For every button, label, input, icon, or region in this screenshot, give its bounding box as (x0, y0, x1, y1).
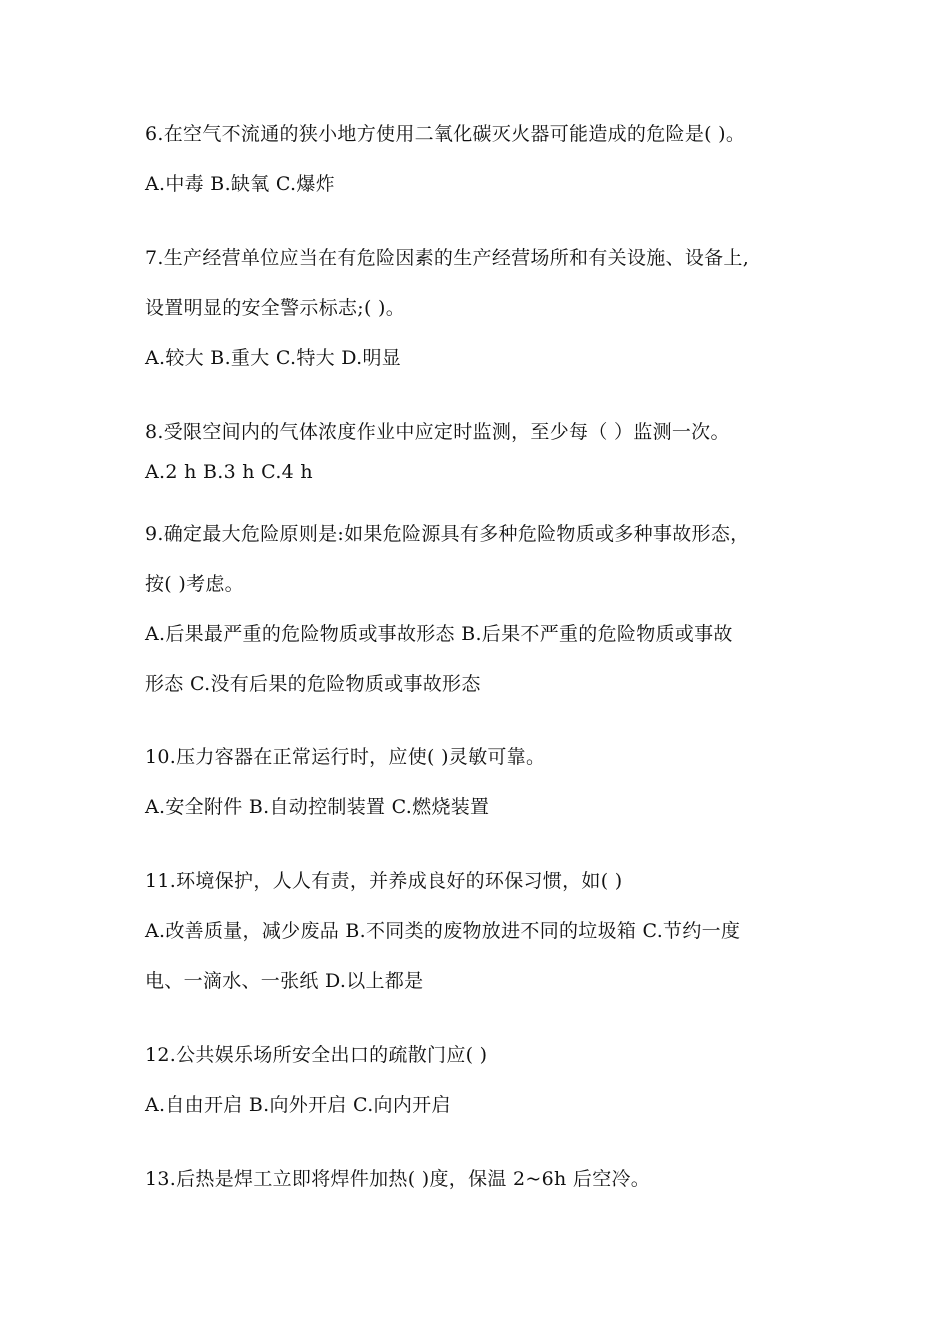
question-10-stem: 10.压力容器在正常运行时，应使( )灵敏可靠。 (145, 746, 546, 768)
question-13-stem: 13.后热是焊工立即将焊件加热( )度，保温 2~6h 后空冷。 (145, 1168, 651, 1190)
question-10-options: A.安全附件 B.自动控制装置 C.燃烧装置 (145, 796, 490, 818)
question-12-stem: 12.公共娱乐场所安全出口的疏散门应( ) (145, 1044, 488, 1066)
question-9-options-line-2: 形态 C.没有后果的危险物质或事故形态 (145, 673, 481, 695)
question-8-options: A.2 h B.3 h C.4 h (145, 461, 313, 483)
question-9-options-line-1: A.后果最严重的危险物质或事故形态 B.后果不严重的危险物质或事故 (145, 623, 733, 645)
question-11-stem: 11.环境保护，人人有责，并养成良好的环保习惯，如( ) (145, 870, 623, 892)
question-11-options-line-1: A.改善质量，减少废品 B.不同类的废物放进不同的垃圾箱 C.节约一度 (145, 920, 741, 942)
question-9-stem-line-1: 9.确定最大危险原则是:如果危险源具有多种危险物质或多种事故形态， (145, 523, 750, 545)
question-7-stem-line-1: 7.生产经营单位应当在有危险因素的生产经营场所和有关设施、设备上, (145, 247, 750, 269)
question-6-stem: 6.在空气不流通的狭小地方使用二氧化碳灭火器可能造成的危险是( )。 (145, 123, 746, 145)
question-7-options: A.较大 B.重大 C.特大 D.明显 (145, 347, 402, 369)
question-6-options: A.中毒 B.缺氧 C.爆炸 (145, 173, 335, 195)
question-8-stem: 8.受限空间内的气体浓度作业中应定时监测，至少每（ ）监测一次。 (145, 421, 730, 443)
question-7-stem-line-2: 设置明显的安全警示标志;( )。 (145, 297, 406, 319)
question-11-options-line-2: 电、一滴水、一张纸 D.以上都是 (145, 970, 424, 992)
question-12-options: A.自由开启 B.向外开启 C.向内开启 (145, 1094, 451, 1116)
question-9-stem-line-2: 按( )考虑。 (145, 573, 244, 595)
